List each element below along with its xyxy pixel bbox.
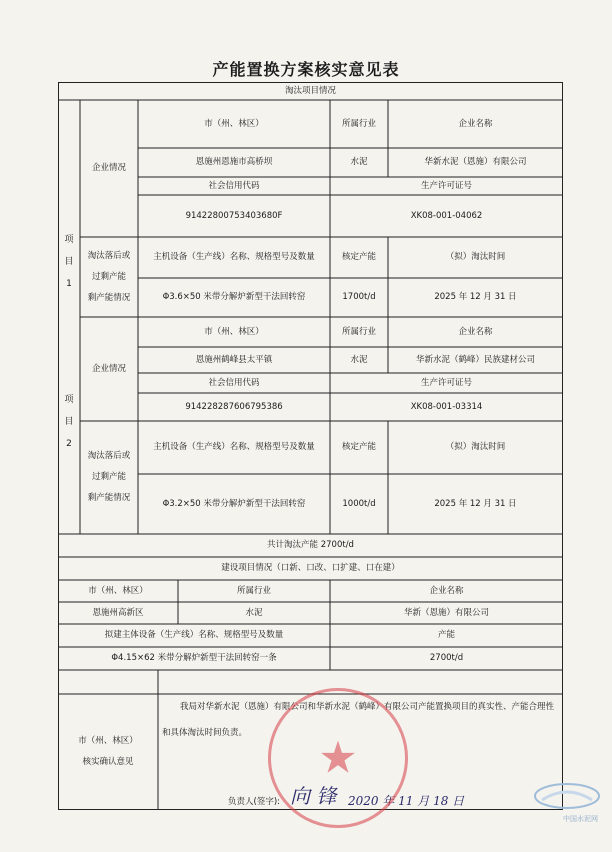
project1-label-char: 项	[64, 235, 74, 245]
project2-equipment: Φ3.2×50 米带分解炉新型干法回转窑	[162, 498, 306, 509]
build-capacity-label: 产能	[437, 630, 455, 640]
signer-label: 负责人(签字):	[228, 797, 280, 807]
project2-company: 华新水泥（鹤峰）民族建材公司	[415, 354, 535, 365]
seal-star-icon: ★	[318, 732, 358, 784]
build-section-header: 建设项目情况（口新、口改、口扩建、口在建）	[221, 563, 400, 573]
project2-credit-label: 社会信用代码	[208, 377, 260, 388]
opinion-text: 我局对华新水泥（恩施）有限公司和华新水泥（鹤峰）有限公司产能置换项目的真实性、产能合理性和具体淘汰时间负责。	[162, 702, 555, 738]
project2-col-industry: 所属行业	[341, 326, 376, 337]
project2-label-char: 项	[64, 395, 74, 405]
project2-license-no: XK08-001-03314	[410, 401, 483, 412]
opinion-label	[58, 694, 158, 810]
build-city: 恩施州高新区	[92, 607, 144, 618]
opinion-label-line1: 市（州、林区）	[78, 736, 138, 746]
page-title: 产能置换方案核实意见表	[212, 60, 400, 79]
build-capacity: 2700t/d	[429, 653, 464, 663]
project2-label-char: 2	[66, 439, 72, 449]
project1-company-info-label: 企业情况	[91, 163, 126, 173]
red-star-seal-icon	[268, 688, 408, 828]
project2-capacity-label-line: 淘汰落后或	[87, 451, 131, 461]
project1-capacity: 1700t/d	[342, 292, 376, 302]
project2-elim-time: 2025 年 12 月 31 日	[434, 498, 517, 509]
project2-rated-capacity-label: 核定产能	[341, 442, 376, 452]
project1-capacity-label-line: 淘汰落后或	[87, 250, 131, 261]
project1-col-city: 市（州、林区）	[204, 118, 264, 129]
project2-capacity: 1000t/d	[342, 498, 376, 509]
project2-credit-code: 914228287606795386	[185, 401, 283, 412]
handwritten-signature: 向 锋	[290, 784, 337, 808]
project1-label-char: 1	[66, 279, 72, 289]
project1-capacity-label	[80, 237, 138, 317]
project2-label-char: 目	[64, 417, 74, 427]
cement-net-logo-icon	[532, 780, 602, 812]
project2-company-info-label: 企业情况	[91, 363, 126, 374]
project1-elim-time-label: （拟）淘汰时间	[445, 252, 506, 262]
project1-credit-code: 914228007534036​80F	[185, 210, 283, 221]
project2-col-company: 企业名称	[458, 326, 493, 337]
project1-company: 华新水泥（恩施）有限公司	[424, 157, 527, 167]
build-equipment-label: 拟建主体设备（生产线）名称、规格型号及数量	[104, 630, 284, 640]
project2-capacity-label	[80, 421, 138, 534]
project2-capacity-label-line: 剩产能情况	[87, 493, 131, 503]
watermark-text: 中国水泥网	[563, 815, 598, 823]
opinion-label-line2: 核实确认意见	[82, 757, 134, 767]
project1-license-no: XK08-001-04062	[410, 210, 483, 221]
project1-capacity-label-line: 剩产能情况	[87, 292, 131, 303]
project2-city: 恩施州鹤峰县太平镇	[195, 354, 273, 365]
project2-col-city: 市（州、林区）	[204, 326, 264, 337]
project1-equipment-label: 主机设备（生产线）名称、规格型号及数量	[153, 252, 315, 262]
project1-elim-time: 2025 年 12 月 31 日	[434, 292, 517, 302]
project2-capacity-label-line: 过剩产能	[91, 472, 126, 482]
build-col-company: 企业名称	[429, 585, 464, 596]
project2-industry: 水泥	[350, 354, 368, 365]
project2-equipment-label: 主机设备（生产线）名称、规格型号及数量	[153, 442, 315, 452]
project1-col-industry: 所属行业	[341, 118, 376, 129]
project1-equipment: Φ3.6×50 米带分解炉新型干法回转窑	[162, 292, 306, 302]
project1-label-char: 目	[64, 257, 74, 267]
build-industry: 水泥	[245, 607, 263, 618]
project1-license-label: 生产许可证号	[420, 180, 472, 191]
project2-license-label: 生产许可证号	[420, 377, 472, 388]
project1-credit-label: 社会信用代码	[208, 180, 260, 191]
build-col-city: 市（州、林区）	[88, 585, 148, 596]
project1-capacity-label-line: 过剩产能	[91, 271, 126, 282]
project1-col-company: 企业名称	[458, 118, 493, 129]
total-eliminated: 共计淘汰产能 2700t/d	[267, 540, 354, 550]
eliminated-section-header: 淘汰项目情况	[284, 85, 336, 96]
project2-elim-time-label: （拟）淘汰时间	[445, 442, 506, 452]
project1-industry: 水泥	[350, 157, 368, 167]
project1-rated-capacity-label: 核定产能	[341, 252, 376, 262]
build-company: 华新（恩施）有限公司	[403, 607, 489, 618]
build-col-industry: 所属行业	[236, 585, 271, 596]
build-equipment: Φ4.15×62 米带分解炉新型干法回转窑一条	[111, 653, 277, 663]
project1-label	[58, 222, 80, 302]
project1-city: 恩施州恩施市高桥坝	[195, 157, 273, 167]
project2-label	[58, 382, 80, 462]
handwritten-date: 2020 年 11 月 18 日	[348, 794, 465, 808]
